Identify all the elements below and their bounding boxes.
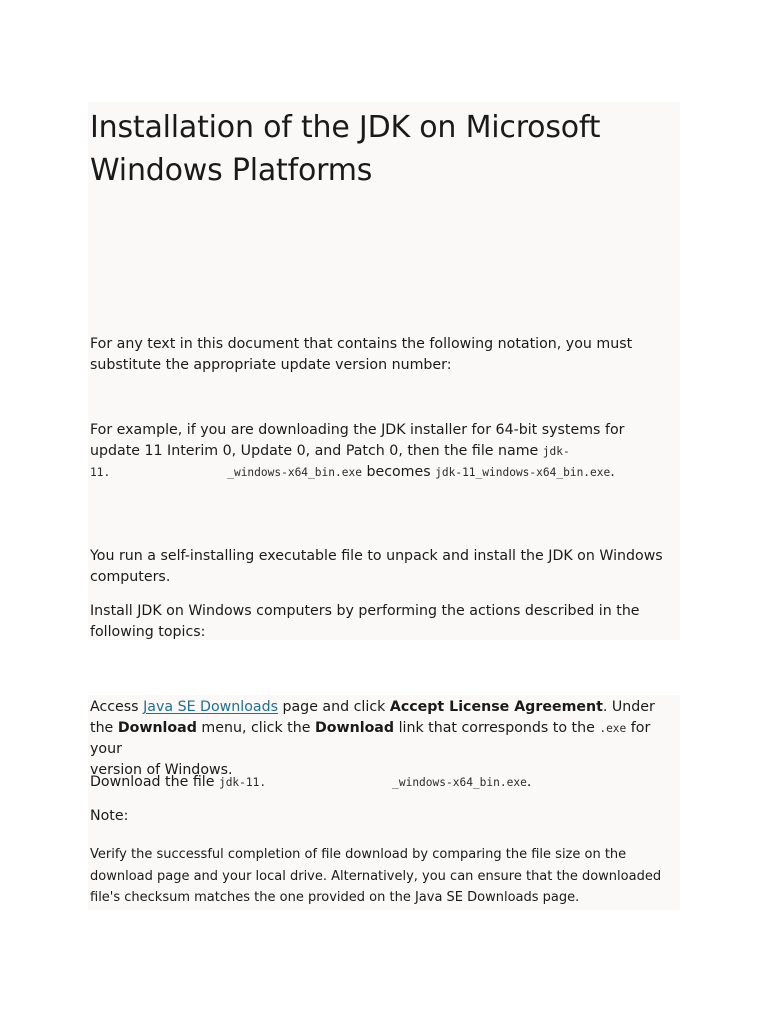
- access-version: version of Windows.: [90, 761, 233, 778]
- example-file-prefix-a: jdk-: [542, 444, 570, 458]
- java-se-downloads-link[interactable]: Java SE Downloads: [143, 699, 278, 715]
- example-file-suffix: _windows-x64_bin.exe: [227, 466, 362, 479]
- access-menu-click: menu, click the: [201, 719, 311, 736]
- access-mid: page and click: [282, 699, 386, 715]
- notation-intro-paragraph: For any text in this document that contains the following notation, you must substitute the appropriate update version number:: [90, 336, 633, 373]
- example-file-prefix-b: 11.: [90, 466, 111, 479]
- access-for-your: for your: [90, 719, 651, 757]
- accept-license-label: Accept License Agreement: [389, 699, 603, 715]
- example-becomes: becomes: [366, 464, 431, 480]
- access-corresponds: link that corresponds to the: [398, 719, 595, 736]
- download-file-paragraph: [90, 772, 678, 794]
- download-link-label: Download: [314, 719, 395, 736]
- access-the: the: [90, 719, 114, 736]
- access-under: . Under: [602, 699, 655, 715]
- download-menu-label: Download: [117, 719, 197, 736]
- example-paragraph: [90, 420, 678, 484]
- install-topics-paragraph: Install JDK on Windows computers by performing the actions described in the following topics:: [90, 603, 640, 640]
- page-title: Installation of the JDK on Microsoft Windows Platforms: [90, 110, 601, 188]
- note-text: Verify the successful completion of file download by comparing the file size on the download page and your local drive. Alternatively, you can ensure that the downloaded file's checksum matches the one provided on the Java SE Downloads page.: [90, 847, 662, 905]
- access-prefix: Access: [90, 699, 139, 715]
- example-line-1: For example, if you are downloading the JDK installer for 64-bit systems for: [90, 422, 625, 438]
- exe-extension: .exe: [599, 721, 627, 735]
- example-line-2: update 11 Interim 0, Update 0, and Patch 0, then the file name: [90, 442, 539, 459]
- self-install-paragraph: You run a self-installing executable file to unpack and install the JDK on Windows computers.: [90, 548, 663, 585]
- example-end-period: .: [610, 464, 615, 480]
- download-file-end: .: [526, 774, 532, 790]
- note-label: Note:: [90, 808, 129, 824]
- download-file-name-suffix: _windows-x64_bin.exe: [392, 776, 527, 789]
- download-file-prefix: Download the file: [90, 774, 215, 790]
- download-file-name-prefix: jdk-11.: [218, 776, 267, 789]
- access-downloads-paragraph: [90, 697, 678, 780]
- example-result-file: jdk-11_windows-x64_bin.exe: [435, 466, 611, 479]
